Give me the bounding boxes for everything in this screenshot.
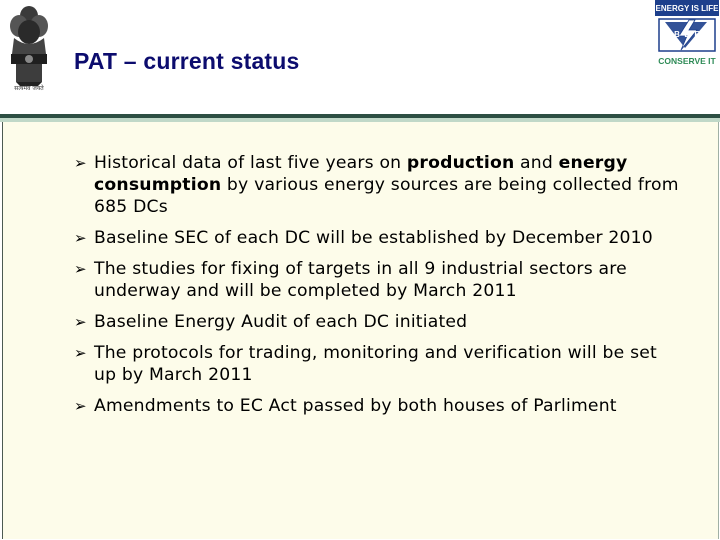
bullet-item	[74, 395, 684, 417]
bullet-text: The studies for fixing of targets in all 9 industrial sectors are underway and will be completed by March 2011	[94, 259, 627, 301]
bee-logo-icon	[655, 0, 719, 68]
bullet-emphasis: energy consumption	[94, 153, 628, 195]
arrow-right-icon: ➢	[74, 229, 87, 247]
bullet-item	[74, 342, 684, 386]
page-title: PAT – current status	[74, 48, 300, 74]
slide-header	[0, 0, 720, 112]
bullet-item	[74, 227, 684, 249]
arrow-right-icon: ➢	[74, 344, 87, 362]
bullet-text: Amendments to EC Act passed by both houses of Parliment	[94, 396, 617, 416]
bullet-item	[74, 311, 684, 333]
bullet-text: Baseline Energy Audit of each DC initiated	[94, 312, 468, 332]
logo-letter-2: E	[684, 30, 690, 39]
emblem-caption: सत्यमेव जयते	[14, 85, 44, 92]
logo-letter-1: B	[674, 30, 680, 39]
logo-bottom-text: CONSERVE IT	[658, 56, 716, 66]
bullet-emphasis: production	[406, 153, 515, 173]
logo-top-text: ENERGY IS LIFE	[655, 4, 719, 13]
bullet-text: Historical data of last five years on production and energy consumption by various energy sources are being collected from 685 DCs	[94, 153, 679, 217]
logo-letter-3: E	[694, 30, 700, 39]
arrow-right-icon: ➢	[74, 313, 87, 331]
bullet-list	[74, 152, 684, 426]
bullet-item	[74, 258, 684, 302]
arrow-right-icon: ➢	[74, 154, 87, 172]
national-emblem-icon	[4, 2, 54, 94]
bullet-text: Baseline SEC of each DC will be established by December 2010	[94, 228, 653, 248]
arrow-right-icon: ➢	[74, 397, 87, 415]
bullet-text: The protocols for trading, monitoring and verification will be set up by March 2011	[94, 343, 657, 385]
arrow-right-icon: ➢	[74, 260, 87, 278]
bullet-item	[74, 152, 684, 218]
